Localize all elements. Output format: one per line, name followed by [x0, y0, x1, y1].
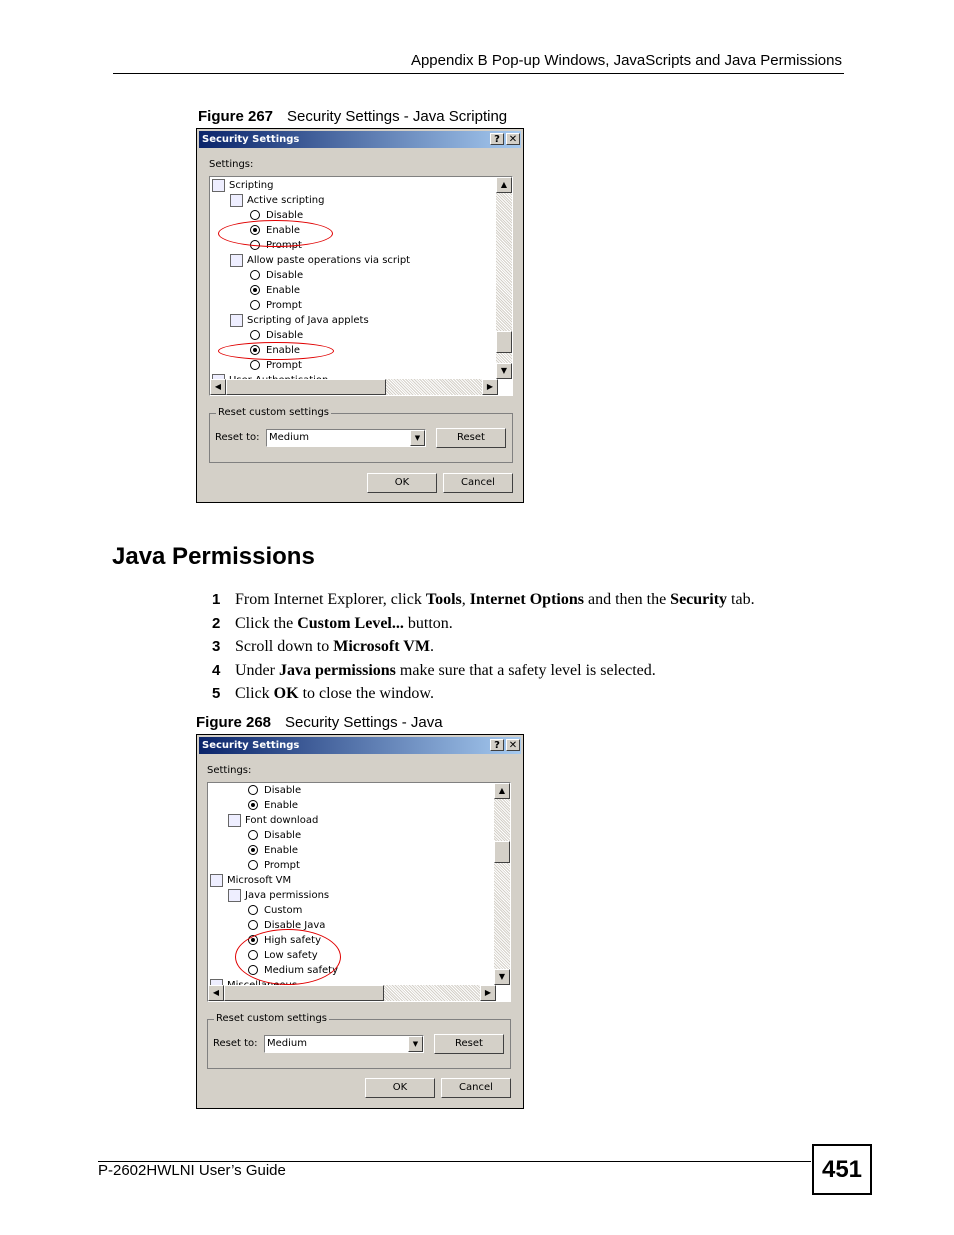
step-emphasis: Internet Options: [469, 591, 584, 608]
scroll-left-button[interactable]: ◀: [210, 379, 226, 395]
horizontal-scrollbar[interactable]: [210, 379, 498, 395]
highlight-ring: [235, 929, 341, 985]
horizontal-scroll-thumb[interactable]: [224, 985, 384, 1001]
settings-category: [212, 178, 273, 193]
vertical-scrollbar[interactable]: [496, 177, 512, 379]
page-number: 451: [812, 1144, 872, 1195]
radio-unchecked-icon: [248, 785, 258, 795]
reset-button[interactable]: Reset: [436, 428, 506, 448]
close-button[interactable]: ✕: [506, 739, 520, 751]
radio-option[interactable]: [248, 858, 300, 873]
figure-caption: [198, 108, 507, 125]
step-text: Scroll down to: [235, 638, 334, 655]
item-label: Scripting: [229, 180, 274, 191]
dialog-title: Security Settings: [202, 740, 300, 751]
step-text: to close the window.: [298, 685, 434, 702]
scroll-up-button[interactable]: ▲: [494, 783, 510, 799]
settings-folder-icon: [230, 194, 243, 207]
page-header-title: Appendix B Pop-up Windows, JavaScripts and Java Permissions: [410, 52, 842, 69]
section-title: Java Permissions: [112, 543, 315, 570]
radio-option[interactable]: [248, 903, 302, 918]
radio-unchecked-icon: [250, 300, 260, 310]
horizontal-scrollbar[interactable]: [208, 985, 496, 1001]
settings-folder-icon: [228, 814, 241, 827]
radio-unchecked-icon: [248, 830, 258, 840]
step-text: ,: [461, 591, 470, 608]
radio-unchecked-icon: [248, 905, 258, 915]
settings-item: [230, 253, 410, 268]
step-text: .: [429, 638, 434, 655]
close-button[interactable]: ✕: [506, 133, 520, 145]
step-emphasis: Microsoft VM: [333, 638, 430, 655]
step-number: 5: [212, 685, 221, 702]
step-emphasis: Tools: [425, 591, 462, 608]
item-label: Prompt: [264, 860, 300, 871]
chevron-down-icon[interactable]: ▼: [410, 430, 425, 446]
item-label: Enable: [264, 800, 299, 811]
item-label: Disable: [266, 210, 304, 221]
ok-button[interactable]: OK: [365, 1078, 435, 1098]
item-label: Custom: [264, 905, 303, 916]
item-label: Disable Java: [264, 920, 326, 931]
settings-item: [228, 813, 318, 828]
reset-custom-settings-group: [207, 1013, 511, 1069]
settings-listbox[interactable]: [209, 176, 513, 396]
settings-label: Settings:: [207, 765, 252, 776]
step-emphasis: Custom Level...: [297, 614, 404, 632]
reset-button[interactable]: Reset: [434, 1034, 504, 1054]
step-text: and then the: [583, 591, 671, 608]
radio-option[interactable]: [248, 798, 298, 813]
security-settings-dialog: [196, 128, 524, 503]
settings-folder-icon: [210, 874, 223, 887]
item-label: Active scripting: [247, 195, 325, 206]
radio-unchecked-icon: [250, 330, 260, 340]
item-label: Enable: [266, 285, 301, 296]
scroll-thumb[interactable]: [494, 841, 510, 863]
dialog-title: Security Settings: [202, 134, 300, 145]
reset-level-value: Medium: [267, 1038, 307, 1049]
item-label: Scripting of Java applets: [247, 315, 369, 326]
steps-list: [212, 588, 755, 706]
item-label: Prompt: [266, 300, 302, 311]
reset-to-label: Reset to:: [213, 1038, 258, 1049]
item-label: Font download: [245, 815, 319, 826]
settings-folder-icon: [230, 254, 243, 267]
step-item: [212, 635, 755, 659]
settings-folder-icon: [212, 179, 225, 192]
reset-level-select[interactable]: [264, 1035, 424, 1053]
settings-folder-icon: [230, 314, 243, 327]
radio-option[interactable]: [250, 268, 303, 283]
reset-custom-settings-group: [209, 407, 513, 463]
figure-caption: [196, 714, 443, 731]
scroll-down-button[interactable]: ▼: [496, 363, 512, 379]
cancel-button[interactable]: Cancel: [441, 1078, 511, 1098]
group-label: Reset custom settings: [216, 1013, 327, 1024]
dialog-titlebar: [199, 131, 521, 148]
settings-item: [230, 313, 369, 328]
item-label: Disable: [266, 330, 304, 341]
step-emphasis: Java permissions: [278, 661, 396, 679]
step-number: 4: [212, 661, 221, 679]
help-button[interactable]: ?: [490, 739, 504, 751]
highlight-ring: [218, 220, 333, 247]
step-text: Click: [235, 685, 274, 702]
scroll-right-button[interactable]: ▶: [482, 379, 498, 395]
radio-unchecked-icon: [248, 920, 258, 930]
figure-number: Figure 267: [198, 108, 274, 125]
reset-level-value: Medium: [269, 432, 309, 443]
item-label: Enable: [266, 225, 301, 236]
step-number: 1: [212, 591, 221, 608]
step-text: Under: [235, 661, 279, 679]
step-text: From Internet Explorer, click: [235, 591, 426, 608]
item-label: Prompt: [266, 360, 302, 371]
figure-caption-text: Security Settings - Java Scripting: [287, 108, 508, 125]
help-button[interactable]: ?: [490, 133, 504, 145]
vertical-scrollbar[interactable]: [494, 783, 510, 985]
reset-to-label: Reset to:: [215, 432, 260, 443]
item-label: High safety: [264, 935, 322, 946]
item-label: Java permissions: [245, 890, 330, 901]
footer-guide-title: P-2602HWLNI User’s Guide: [98, 1162, 286, 1179]
step-text: Click the: [235, 614, 298, 632]
item-label: Microsoft VM: [227, 875, 292, 886]
ok-button[interactable]: OK: [367, 473, 437, 493]
radio-option[interactable]: [250, 358, 302, 373]
scroll-left-button[interactable]: ◀: [208, 985, 224, 1001]
settings-folder-icon: [228, 889, 241, 902]
figure-number: Figure 268: [196, 714, 272, 731]
item-label: Prompt: [266, 240, 302, 251]
item-label: Low safety: [264, 950, 318, 961]
item-label: Medium safety: [264, 965, 339, 976]
radio-option[interactable]: [248, 843, 298, 858]
scroll-thumb[interactable]: [496, 331, 512, 353]
step-item: [212, 612, 755, 636]
item-label: Disable: [264, 785, 302, 796]
radio-unchecked-icon: [248, 860, 258, 870]
item-label: Disable: [266, 270, 304, 281]
settings-label: Settings:: [209, 159, 254, 170]
settings-item: [228, 888, 329, 903]
header-rule: [113, 73, 844, 74]
radio-option[interactable]: [250, 298, 302, 313]
dialog-titlebar: [199, 737, 521, 754]
step-emphasis: Security: [670, 591, 728, 608]
radio-option[interactable]: [250, 328, 303, 343]
scroll-down-button[interactable]: ▼: [494, 969, 510, 985]
radio-checked-icon: [248, 845, 258, 855]
highlight-ring: [218, 342, 334, 360]
step-item: [212, 659, 755, 683]
radio-option[interactable]: [248, 783, 301, 798]
scroll-right-button[interactable]: ▶: [480, 985, 496, 1001]
radio-option[interactable]: [250, 283, 300, 298]
step-number: 2: [212, 614, 221, 632]
security-settings-dialog: [196, 734, 524, 1109]
step-text: make sure that a safety level is selected.: [395, 661, 656, 679]
step-item: [212, 588, 755, 612]
step-emphasis: OK: [273, 685, 299, 702]
step-item: [212, 682, 755, 706]
settings-item: [230, 193, 324, 208]
item-label: Disable: [264, 830, 302, 841]
radio-unchecked-icon: [250, 270, 260, 280]
step-number: 3: [212, 638, 221, 655]
chevron-down-icon[interactable]: ▼: [408, 1036, 423, 1052]
reset-level-select[interactable]: [266, 429, 426, 447]
figure-caption-text: Security Settings - Java: [285, 714, 443, 731]
settings-category: [210, 873, 291, 888]
item-label: Allow paste operations via script: [247, 255, 411, 266]
radio-checked-icon: [248, 800, 258, 810]
radio-unchecked-icon: [250, 210, 260, 220]
scroll-up-button[interactable]: ▲: [496, 177, 512, 193]
step-text: tab.: [727, 591, 755, 608]
item-label: Enable: [264, 845, 299, 856]
step-text: button.: [403, 614, 453, 632]
cancel-button[interactable]: Cancel: [443, 473, 513, 493]
horizontal-scroll-thumb[interactable]: [226, 379, 386, 395]
item-label: Enable: [266, 345, 301, 356]
radio-option[interactable]: [248, 828, 301, 843]
radio-checked-icon: [250, 285, 260, 295]
radio-unchecked-icon: [250, 360, 260, 370]
group-label: Reset custom settings: [218, 407, 329, 418]
